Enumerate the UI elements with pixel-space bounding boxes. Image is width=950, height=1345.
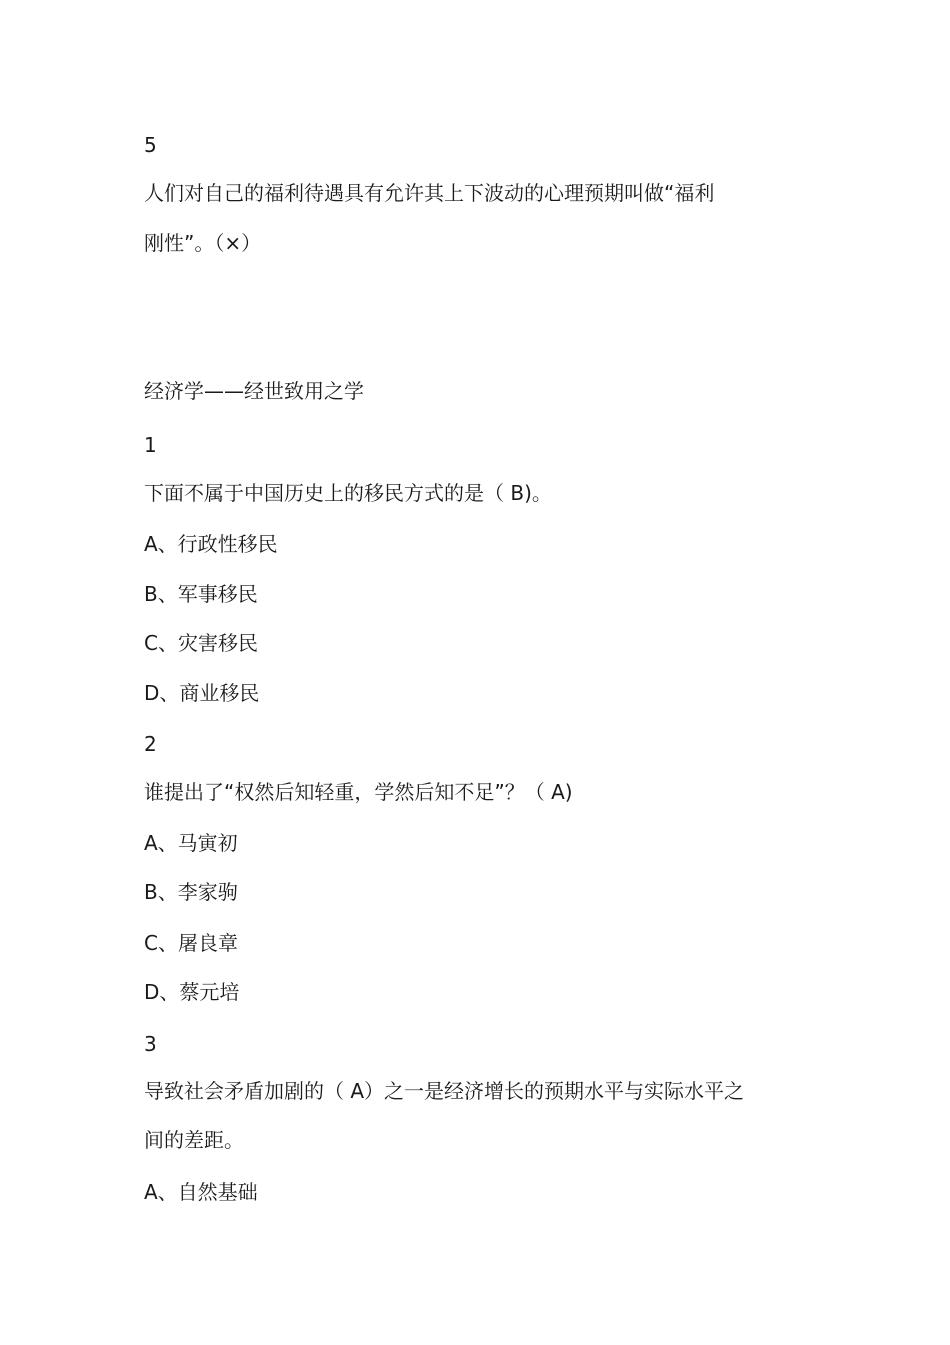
question-text-continued: 间的差距。 bbox=[144, 1128, 244, 1152]
question-number: 5 bbox=[144, 133, 157, 157]
question-text: 人们对自己的福利待遇具有允许其上下波动的心理预期叫做“福利 bbox=[144, 181, 715, 205]
question-number: 2 bbox=[144, 732, 157, 756]
question-text-continued: 刚性”。（×） bbox=[144, 231, 262, 255]
option-c: C、屠良章 bbox=[144, 931, 238, 955]
section-title: 经济学——经世致用之学 bbox=[144, 379, 364, 403]
option-d: D、商业移民 bbox=[144, 681, 260, 705]
question-text: 导致社会矛盾加剧的（ A）之一是经济增长的预期水平与实际水平之 bbox=[144, 1079, 745, 1103]
option-a: A、马寅初 bbox=[144, 831, 238, 855]
question-text: 谁提出了“权然后知轻重，学然后知不足”？（ A) bbox=[144, 780, 573, 804]
option-d: D、蔡元培 bbox=[144, 980, 240, 1004]
question-number: 3 bbox=[144, 1032, 157, 1056]
option-a: A、自然基础 bbox=[144, 1180, 258, 1204]
option-b: B、李家驹 bbox=[144, 880, 238, 904]
option-b: B、军事移民 bbox=[144, 582, 258, 606]
option-a: A、行政性移民 bbox=[144, 532, 278, 556]
question-text: 下面不属于中国历史上的移民方式的是（ B)。 bbox=[144, 481, 552, 505]
option-c: C、灾害移民 bbox=[144, 631, 258, 655]
question-number: 1 bbox=[144, 433, 157, 457]
